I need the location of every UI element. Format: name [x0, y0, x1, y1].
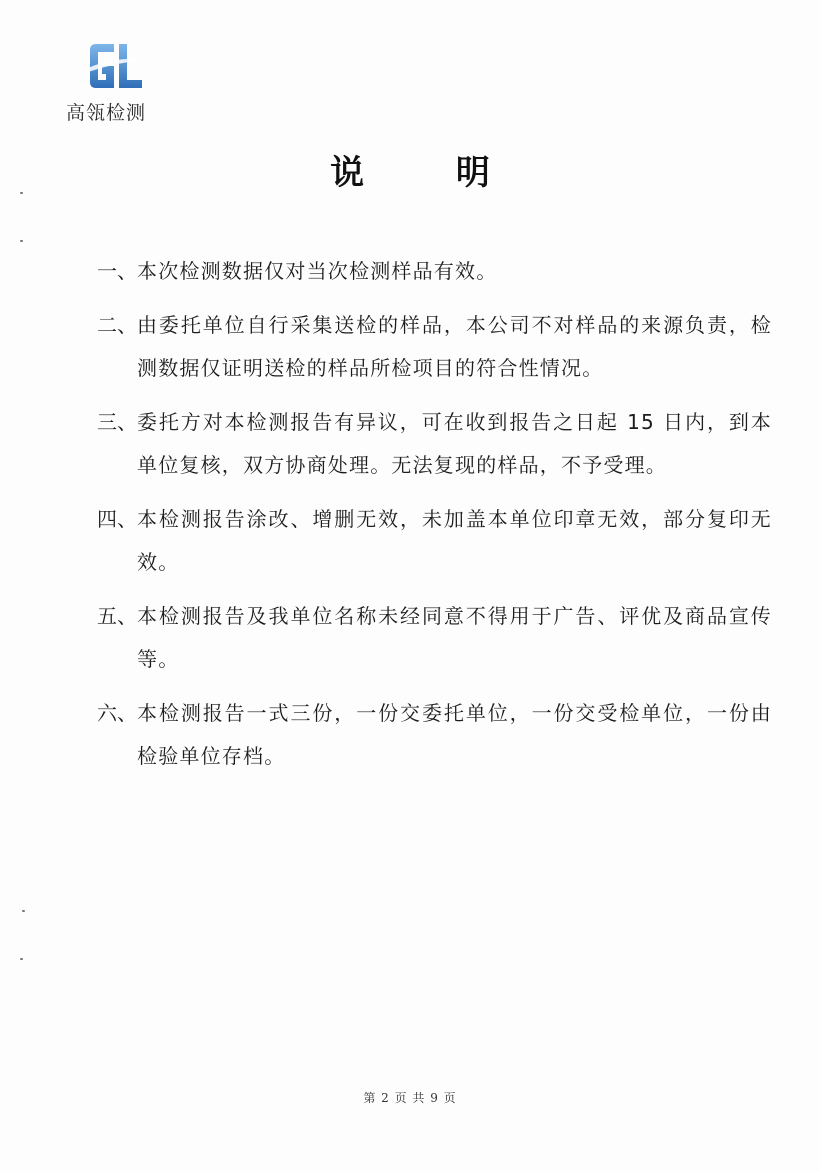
scan-artifact [20, 240, 23, 242]
page-title: 说 明 [330, 153, 530, 193]
note-item [97, 401, 772, 487]
note-text: 本检测报告一式三份，一份交委托单位，一份交受检单位，一份由检验单位存档。 [137, 701, 772, 768]
scan-artifact [20, 192, 23, 194]
note-text: 委托方对本检测报告有异议，可在收到报告之日起 15 日内，到本单位复核，双方协商处理。无法复现的样品，不予受理。 [137, 410, 772, 477]
note-number: 五、 [97, 604, 137, 628]
company-logo [62, 38, 172, 128]
note-number: 四、 [97, 507, 137, 531]
note-text: 本次检测数据仅对当次检测样品有效。 [137, 259, 498, 283]
notes-list [97, 250, 772, 789]
note-number: 三、 [97, 410, 137, 434]
note-number: 一、 [97, 259, 137, 283]
scan-artifact [20, 958, 23, 960]
note-text: 由委托单位自行采集送检的样品，本公司不对样品的来源负责，检测数据仅证明送检的样品所检项目的符合性情况。 [137, 313, 772, 380]
note-item [97, 692, 772, 778]
note-item [97, 304, 772, 390]
scan-artifact [22, 910, 25, 912]
note-item [97, 595, 772, 681]
note-text: 本检测报告涂改、增删无效，未加盖本单位印章无效，部分复印无效。 [137, 507, 772, 574]
note-item [97, 250, 772, 293]
note-number: 二、 [97, 313, 137, 337]
note-text: 本检测报告及我单位名称未经同意不得用于广告、评优及商品宣传等。 [137, 604, 772, 671]
page-number-footer: 第 2 页 共 9 页 [363, 1091, 457, 1105]
gl-logo-icon [86, 38, 148, 94]
company-name: 高瓴检测 [66, 102, 147, 124]
note-number: 六、 [97, 701, 137, 725]
note-item [97, 498, 772, 584]
